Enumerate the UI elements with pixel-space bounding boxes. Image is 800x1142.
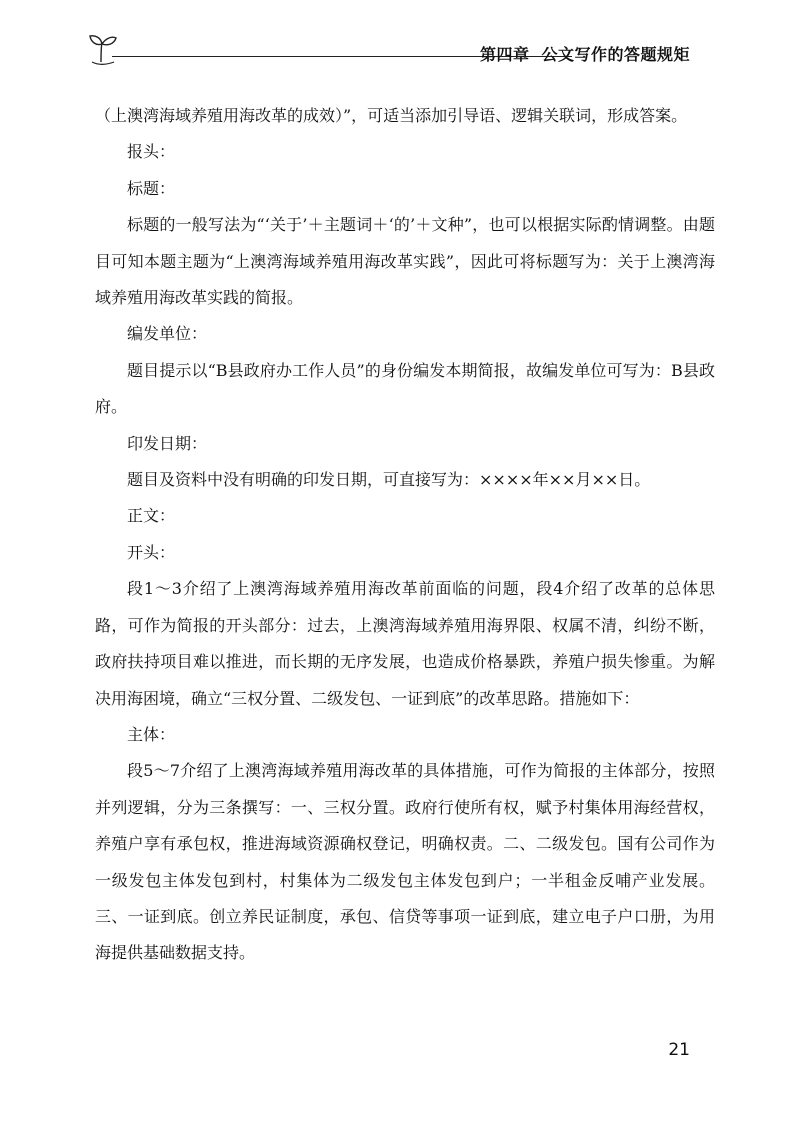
label-main: 主体：: [127, 724, 176, 744]
label-issuing-unit: 编发单位：: [127, 324, 208, 344]
label-opening: 开头：: [127, 542, 176, 562]
sprout-icon: [88, 32, 118, 66]
page-body: [95, 98, 715, 972]
chapter-title: 公文写作的答题规矩: [541, 45, 691, 64]
chapter-number: 第四章: [480, 45, 530, 64]
label-title: 标题：: [127, 178, 176, 198]
chapter-heading: [480, 42, 690, 65]
paragraph-issue-date: 题目及资料中没有明确的印发日期，可直接写为：××××年××月××日。: [127, 470, 651, 490]
label-issue-date: 印发日期：: [127, 433, 208, 453]
label-baotou: 报头：: [127, 142, 176, 162]
paragraph-issuing-unit: 题目提示以“B县政府办工作人员”的身份编发本期简报，故编发单位可写为：B县政府。: [95, 360, 715, 417]
paragraph-main: 段5～7介绍了上澳湾海域养殖用海改革的具体措施，可作为简报的主体部分，按照并列逻辑，分为三条撰写：一、三权分置。政府行使所有权，赋予村集体用海经营权，养殖户享有承包权，推进海域资源确权登记，明确权责。二、二级发包。国有公司作为一级发包主体发包到村，村集体为二级发包主体发包到户；一半租金反哺产业发展。三、一证到底。创立养民证制度，承包、信贷等事项一证到底，建立电子户口册，为用海提供基础数据支持。: [95, 761, 715, 963]
paragraph-opening: 段1～3介绍了上澳湾海域养殖用海改革前面临的问题，段4介绍了改革的总体思路，可作为简报的开头部分：过去，上澳湾海域养殖用海界限、权属不清，纠纷不断，政府扶持项目难以推进，而长期的无序发展，也造成价格暴跌，养殖户损失惨重。为解决用海困境，确立“三权分置、二级发包、一证到底”的改革思路。措施如下：: [95, 579, 715, 708]
paragraph-title-method: 标题的一般写法为“‘关于’＋主题词＋‘的’＋文种”，也可以根据实际酌情调整。由题目可知本题主题为“上澳湾海域养殖用海改革实践”，因此可将标题写为：关于上澳湾海域养殖用海改革实践的简报。: [95, 215, 715, 308]
label-body: 正文：: [127, 506, 176, 526]
paragraph-1: （上澳湾海域养殖用海改革的成效）”，可适当添加引导语、逻辑关联词，形成答案。: [95, 106, 688, 125]
page-number: 21: [668, 1040, 690, 1060]
running-header: [88, 32, 708, 72]
